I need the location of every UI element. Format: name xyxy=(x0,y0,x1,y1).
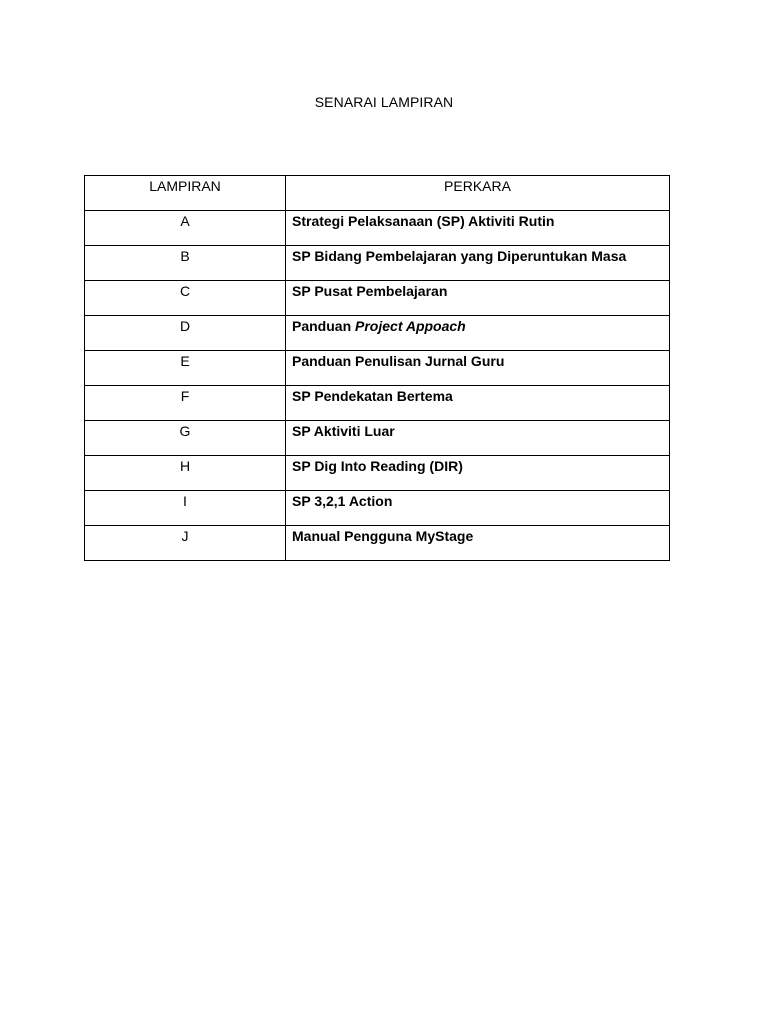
row-code: D xyxy=(85,316,286,351)
row-item: Strategi Pelaksanaan (SP) Aktiviti Rutin xyxy=(286,211,670,246)
row-item: SP Pusat Pembelajaran xyxy=(286,281,670,316)
table-row xyxy=(85,246,670,281)
row-code: A xyxy=(85,211,286,246)
row-code: J xyxy=(85,526,286,561)
row-item: Panduan Penulisan Jurnal Guru xyxy=(286,351,670,386)
table-row xyxy=(85,491,670,526)
row-item-prefix: Panduan xyxy=(292,318,356,334)
row-item-italic: Project Appoach xyxy=(355,318,466,334)
row-code: I xyxy=(85,491,286,526)
row-item: SP Dig Into Reading (DIR) xyxy=(286,456,670,491)
row-code: B xyxy=(85,246,286,281)
column-header-lampiran: LAMPIRAN xyxy=(85,176,286,211)
row-code: E xyxy=(85,351,286,386)
column-header-perkara: PERKARA xyxy=(286,176,670,211)
table-row xyxy=(85,421,670,456)
table-row xyxy=(85,351,670,386)
row-item: SP Bidang Pembelajaran yang Diperuntukan Masa xyxy=(286,246,670,281)
table-row xyxy=(85,456,670,491)
row-item xyxy=(286,316,670,351)
row-code: F xyxy=(85,386,286,421)
table-header-row xyxy=(85,176,670,211)
table-row xyxy=(85,211,670,246)
row-item: Manual Pengguna MyStage xyxy=(286,526,670,561)
row-code: H xyxy=(85,456,286,491)
lampiran-table xyxy=(84,175,670,561)
row-item: SP Pendekatan Bertema xyxy=(286,386,670,421)
row-item: SP Aktiviti Luar xyxy=(286,421,670,456)
table-row xyxy=(85,526,670,561)
row-code: C xyxy=(85,281,286,316)
row-item: SP 3,2,1 Action xyxy=(286,491,670,526)
row-code: G xyxy=(85,421,286,456)
table-row xyxy=(85,386,670,421)
table-row xyxy=(85,281,670,316)
table-row xyxy=(85,316,670,351)
page-title: SENARAI LAMPIRAN xyxy=(314,94,454,110)
